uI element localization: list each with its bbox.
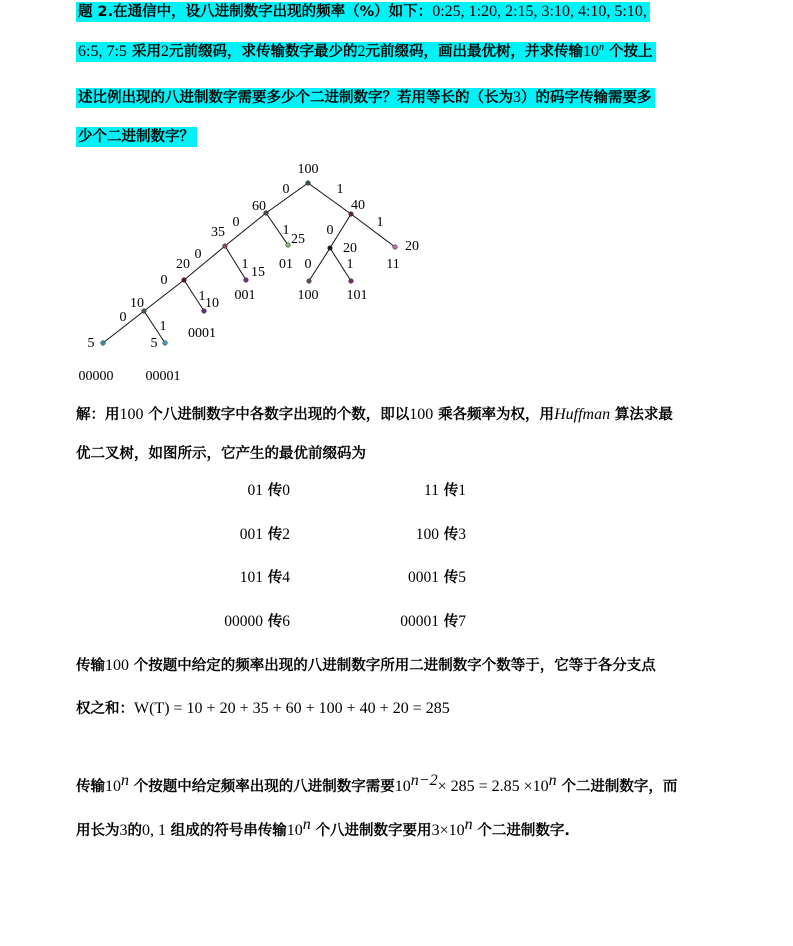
tree-node-n100leaf [307, 279, 312, 284]
tree-edge-n20r-n100leaf [309, 248, 330, 281]
solution-line-1 [76, 403, 673, 426]
math: 3× [431, 822, 449, 839]
exponent: n [464, 816, 473, 833]
edge-label-0: 0 [282, 182, 290, 197]
math: 3 [513, 89, 521, 106]
solution-line-2 [76, 442, 366, 465]
node-weight-label: 60 [252, 199, 266, 214]
leaf-code-label: 100 [297, 288, 319, 303]
paragraph-2-line-1 [76, 654, 656, 677]
highlight [76, 2, 650, 22]
node-weight-label: 25 [291, 232, 305, 247]
math: 100 [105, 657, 129, 674]
power [105, 772, 129, 795]
tree-edge-n35-n20l [184, 246, 225, 280]
code-digit: 7 [458, 613, 466, 630]
text: 优二叉树，如图所示，它产生的最优前缀码为 [76, 446, 366, 462]
node-weight-label: 20 [405, 239, 419, 254]
highlight [76, 42, 656, 62]
math: 100 [409, 406, 434, 423]
code-bits: 101 [239, 569, 263, 586]
base: 10 [448, 822, 465, 839]
exponent: n−2 [410, 772, 438, 789]
text: 传输 [76, 658, 105, 674]
prefix-code-entry [416, 524, 466, 545]
power [448, 816, 473, 839]
text: 乘各频率为权，用 [438, 407, 555, 423]
text: 算法求最 [614, 407, 673, 423]
prefix-code-entry [424, 480, 466, 501]
tree-edge-n100-n40 [308, 183, 351, 214]
code-digit: 3 [458, 526, 466, 543]
tree-node-n5a [101, 341, 106, 346]
problem-line-2 [76, 40, 656, 63]
node-weight-label: 40 [351, 198, 365, 213]
code-digit: 5 [458, 569, 466, 586]
text: 元前缀码，画出最优树，并求传输 [365, 44, 583, 60]
base: 10 [105, 778, 121, 795]
leaf-code-label: 101 [346, 288, 368, 303]
exponent: n [598, 42, 604, 53]
tree-node-n100 [306, 181, 311, 186]
prefix-code-entry [240, 567, 290, 588]
tree-node-n101leaf [349, 279, 354, 284]
prefix-code-entry [400, 611, 466, 632]
text: 述比例出现的八进制数字需要多少个二进制数字？若用等长的（长为 [78, 90, 513, 106]
node-weight-label: 5 [150, 336, 158, 351]
code-word: 传 [443, 483, 459, 499]
math: 2 [357, 43, 366, 60]
tree-node-n5b [163, 341, 168, 346]
base: 10 [394, 778, 411, 795]
leaf-code-label: 00000 [78, 369, 114, 384]
tree-node-n20leaf [393, 245, 398, 250]
power [394, 772, 438, 795]
code-word: 传 [267, 570, 283, 586]
leaf-code-label: 11 [386, 257, 400, 272]
text: 个按上 [609, 44, 653, 60]
prefix-code-entry [408, 567, 466, 588]
text: 元前缀码，求传输数字最少的 [168, 44, 358, 60]
math: 3 [119, 822, 128, 839]
highlight [76, 88, 655, 108]
edge-label-0: 0 [326, 223, 334, 238]
text: 采用 [131, 44, 161, 60]
prefix-code-entry [247, 480, 290, 501]
tree-node-n20r [328, 246, 333, 251]
problem-line-4 [76, 125, 197, 148]
power [583, 43, 604, 60]
text: 传输 [76, 779, 105, 795]
code-bits: 00001 [400, 613, 439, 630]
base: 10 [582, 43, 599, 60]
problem-line-3 [76, 86, 655, 109]
power [532, 772, 557, 795]
edge-label-0: 0 [160, 273, 168, 288]
tree-node-n20l [182, 278, 187, 283]
frequency-list: 0:25, 1:20, 2:15, 3:10, 4:10, 5:10, [432, 3, 647, 20]
math: × 285 = 2.85 × [437, 778, 533, 795]
text: 在通信中，设八进制数字出现的频率（%）如下： [113, 4, 433, 20]
code-digit: 4 [282, 569, 290, 586]
base: 10 [286, 822, 303, 839]
text: ）的码字传输需要多 [521, 90, 652, 106]
code-word: 传 [443, 614, 459, 630]
tree-node-n15 [244, 278, 249, 283]
paragraph-2-line-2 [76, 697, 450, 720]
code-bits: 01 [247, 482, 263, 499]
math: 0, 1 [142, 822, 166, 839]
prefix-code-entry [240, 524, 290, 545]
node-weight-label: 5 [87, 336, 95, 351]
text: 少个二进制数字？ [78, 129, 194, 145]
math: 100 [119, 406, 144, 423]
edge-label-1: 1 [376, 215, 384, 230]
exponent: n [548, 772, 557, 789]
leaf-code-label: 0001 [188, 326, 216, 341]
code-digit: 6 [282, 613, 290, 630]
code-digit: 1 [458, 482, 466, 499]
text: 个按题中给定的频率出现的八进制数字所用二进制数字个数等于，它等于各分支点 [133, 658, 656, 674]
math: 2 [160, 43, 169, 60]
problem-line-1 [76, 0, 650, 23]
code-bits: 11 [424, 482, 439, 499]
edge-label-1: 1 [241, 257, 249, 272]
text: 的 [127, 823, 142, 839]
text: 个八进制数字要用 [315, 823, 432, 839]
base: 10 [532, 778, 549, 795]
code-word: 传 [267, 527, 283, 543]
node-weight-label: 10 [130, 296, 144, 311]
paragraph-3-line-2 [76, 816, 570, 842]
edge-label-0: 0 [194, 247, 202, 262]
edge-label-1: 1 [159, 319, 167, 334]
tree-edge-n40-n20leaf [351, 214, 395, 247]
leaf-code-label: 001 [234, 288, 256, 303]
code-word: 传 [267, 483, 283, 499]
leaf-code-label: 01 [279, 257, 293, 272]
power [286, 816, 311, 839]
code-bits: 00000 [224, 613, 263, 630]
text: 用长为 [76, 823, 120, 839]
node-weight-label: 10 [205, 296, 219, 311]
code-digit: 0 [282, 482, 290, 499]
exponent: n [302, 816, 311, 833]
tree-node-n25 [286, 243, 291, 248]
code-bits: 100 [415, 526, 439, 543]
edge-label-0: 0 [232, 215, 240, 230]
huffman-term: Huffman [554, 406, 611, 423]
text: 个按题中给定频率出现的八进制数字需要 [133, 779, 395, 795]
code-word: 传 [267, 614, 283, 630]
edge-label-0: 0 [119, 310, 127, 325]
edge-label-1: 1 [198, 289, 206, 304]
highlight [76, 127, 197, 147]
node-weight-label: 20 [343, 241, 357, 256]
edge-label-0: 0 [304, 257, 312, 272]
tree-labels [79, 162, 420, 384]
node-weight-label: 100 [297, 162, 319, 177]
code-word: 传 [443, 527, 459, 543]
node-weight-label: 35 [211, 225, 225, 240]
code-word: 传 [443, 570, 459, 586]
tree-node-n35 [223, 244, 228, 249]
text: 个二进制数字，而 [561, 779, 678, 795]
node-weight-label: 15 [251, 265, 265, 280]
text: 个八进制数字中各数字出现的个数，即以 [148, 407, 410, 423]
edge-label-1: 1 [346, 257, 354, 272]
text: 权之和： [76, 701, 134, 717]
text: 个二进制数字. [477, 823, 570, 839]
code-digit: 2 [282, 526, 290, 543]
leaf-code-label: 00001 [145, 369, 181, 384]
code-bits: 001 [239, 526, 263, 543]
tree-edge-n60-n35 [225, 213, 266, 246]
exponent: n [121, 772, 129, 789]
text: 解：用 [76, 407, 120, 423]
code-bits: 0001 [407, 569, 439, 586]
edge-label-1: 1 [336, 182, 344, 197]
paragraph-3-line-1 [76, 772, 678, 798]
huffman-tree-diagram [0, 150, 793, 390]
text: 组成的符号串传输 [170, 823, 287, 839]
prefix-code-entry [224, 611, 290, 632]
node-weight-label: 20 [176, 257, 190, 272]
edge-label-1: 1 [282, 223, 290, 238]
weight-sum-equation: W(T) = 10 + 20 + 35 + 60 + 100 + 40 + 20 = 285 [134, 700, 450, 717]
problem-number: 题 2. [78, 4, 114, 20]
math: 6:5, 7:5 [78, 43, 127, 60]
